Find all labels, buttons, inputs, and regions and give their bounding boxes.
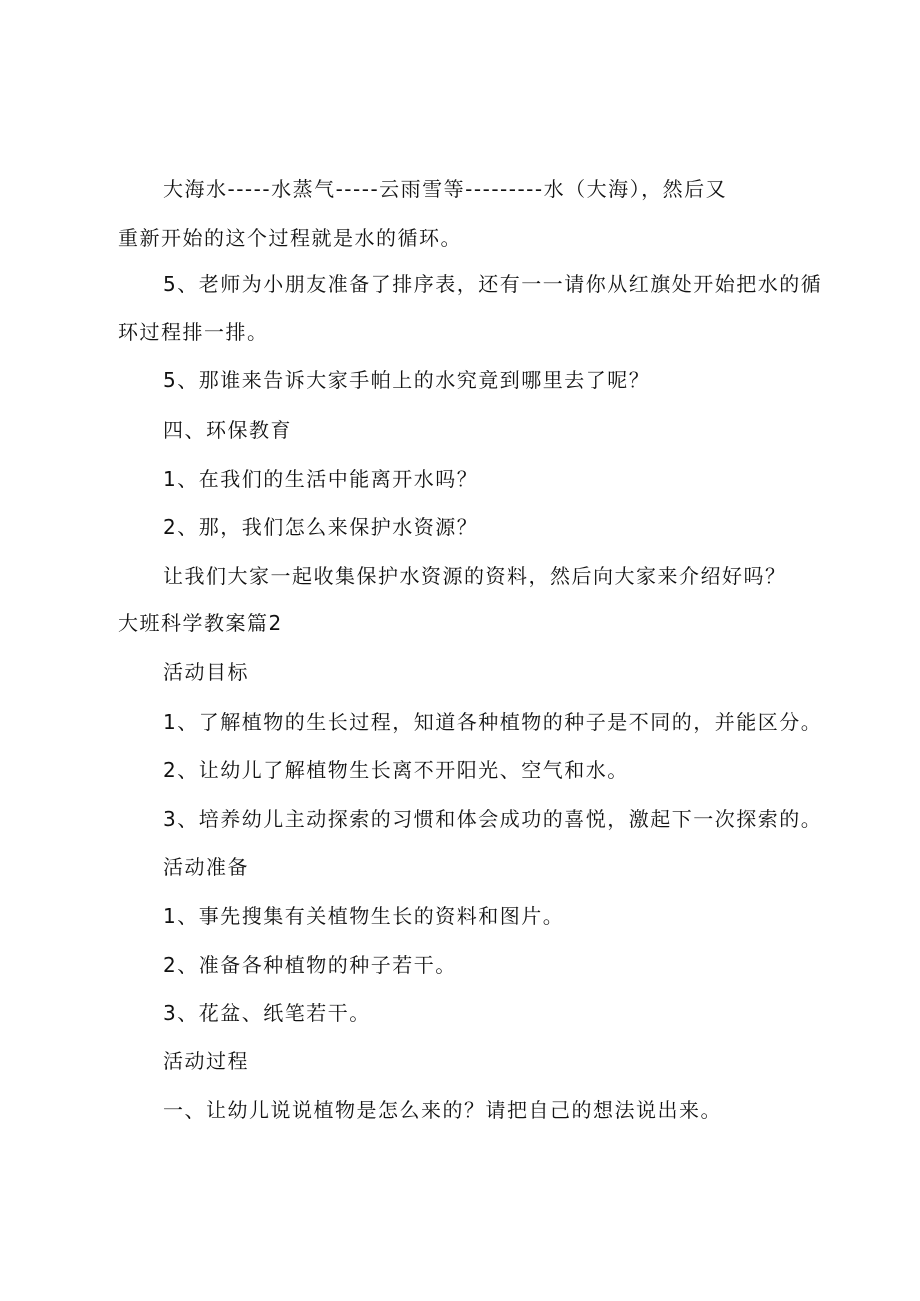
preparation-item-1: 1、事先搜集有关植物生长的资料和图片。 (163, 904, 565, 928)
paragraph-collect-materials: 让我们大家一起收集保护水资源的资料，然后向大家来介绍好吗？ (163, 564, 787, 588)
goal-item-1: 1、了解植物的生长过程，知道各种植物的种子是不同的，并能区分。 (163, 710, 823, 734)
preparation-item-3: 3、花盆、纸笔若干。 (163, 1001, 371, 1025)
section-heading-goals: 活动目标 (163, 660, 249, 684)
paragraph-question-1: 1、在我们的生活中能离开水吗？ (163, 467, 479, 491)
paragraph-water-cycle-definition: 重新开始的这个过程就是水的循环。 (118, 226, 462, 250)
process-item-1: 一、让幼儿说说植物是怎么来的？请把自己的想法说出来。 (163, 1098, 722, 1122)
lesson-title: 大班科学教案篇2 (118, 611, 283, 635)
paragraph-step-5-sort-table-cont: 环过程排一排。 (118, 320, 269, 344)
section-heading-process: 活动过程 (163, 1049, 249, 1073)
section-heading-environment-education: 四、环保教育 (163, 418, 292, 442)
paragraph-step-5-handkerchief: 5、那谁来告诉大家手帕上的水究竟到哪里去了呢？ (163, 368, 651, 392)
goal-item-2: 2、让幼儿了解植物生长离不开阳光、空气和水。 (163, 758, 629, 782)
paragraph-question-2: 2、那，我们怎么来保护水资源？ (163, 515, 479, 539)
goal-item-3: 3、培养幼儿主动探索的习惯和体会成功的喜悦，激起下一次探索的。 (163, 807, 823, 831)
paragraph-step-5-sort-table: 5、老师为小朋友准备了排序表，还有一一请你从红旗处开始把水的循 (163, 272, 823, 296)
section-heading-preparation: 活动准备 (163, 855, 249, 879)
preparation-item-2: 2、准备各种植物的种子若干。 (163, 953, 457, 977)
paragraph-water-cycle-sequence: 大海水-----水蒸气-----云雨雪等---------水（大海），然后又 (163, 177, 728, 201)
